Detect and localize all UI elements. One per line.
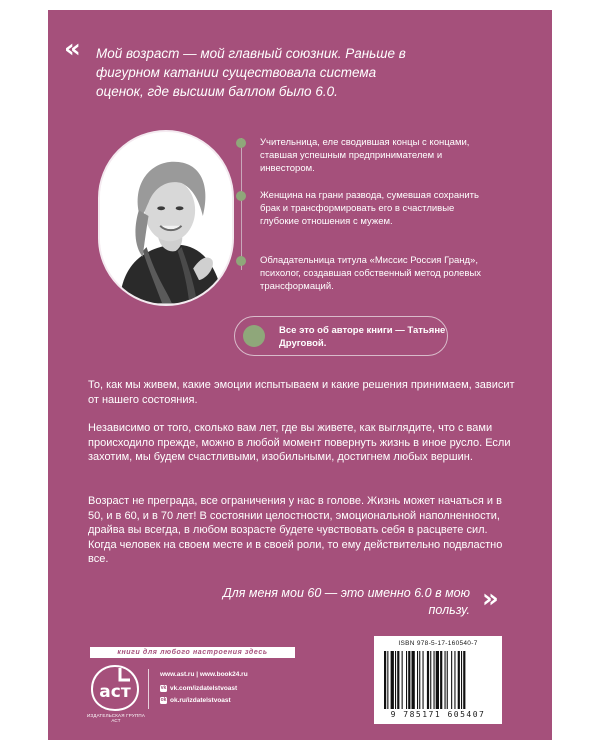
barcode-bar [447, 651, 448, 709]
isbn-text: ISBN 978-5-17-160540-7 [398, 640, 478, 647]
body-paragraph-2: Независимо от того, сколько вам лет, где вы живете, как выглядите, что с вами происходило прежде, можно в любой момент повернуть жизнь в иное русло. Если захотим, мы будем счастливыми, изобильными, достигнем любых вершин. [88, 422, 511, 463]
top-quote-text: Мой возраст — мой главный союзник. Раньше в фигурном катании существовала система оценок, где высшим баллом было 6.0. [96, 46, 406, 99]
vk-link-row[interactable] [160, 685, 237, 692]
barcode-bar [430, 651, 431, 709]
bullet-text-3: Обладательница титула «Миссис Россия Гранд», психолог, создавшая собственный метод ролевых трансформаций. [260, 255, 482, 292]
barcode-bar [451, 651, 452, 709]
barcode-bar [434, 651, 435, 709]
author-callout-text: Все это об авторе книги — Татьяне Друговой. [279, 325, 446, 349]
barcode-bar [406, 651, 407, 709]
timeline-line [241, 138, 242, 270]
barcode-bar [419, 651, 420, 709]
author-callout [234, 316, 448, 356]
ast-logo [90, 664, 140, 712]
vk-icon: vk [160, 685, 167, 691]
barcode-panel [374, 636, 502, 724]
author-callout-dot [243, 325, 265, 347]
vk-link[interactable]: vk.com/izdatelstvoast [170, 685, 238, 692]
bullet-dot-1 [236, 138, 246, 148]
publisher-caption: ИЗДАТЕЛЬСКАЯ ГРУППА АСТ [86, 713, 146, 723]
bottom-quote-text: Для меня мои 60 — это именно 6.0 в мою пользу. [222, 586, 470, 617]
bullet-dot-2 [236, 191, 246, 201]
body-paragraph-3: Возраст не преграда, все ограничения у нас в голове. Жизнь может начаться и в 50, и в 60, и в 70 лет! В состоянии целостности, эмоциональной наполненности, драйва вы всегда, в любом возрасте будете чувствовать себя в расцвете сил. Когда человек на своем месте и в своей роли, то ему действительно подвластно все. [88, 495, 503, 565]
author-photo [98, 130, 234, 306]
bullet-text-1: Учительница, еле сводившая концы с концами, ставшая успешным предпринимателем и инвестором. [260, 137, 470, 174]
ok-link-row[interactable] [160, 697, 231, 704]
barcode-bar [387, 651, 388, 709]
close-quote-mark: » [482, 584, 499, 614]
barcode-digits: 9 785171 605407 [390, 710, 486, 719]
barcode-bar [391, 651, 394, 709]
barcode-bar [397, 651, 399, 709]
bullet-text-2: Женщина на грани развода, сумевшая сохранить брак и трансформировать его в счастливые глубокие отношения с мужем. [260, 190, 479, 227]
ok-icon: ok [160, 697, 167, 703]
barcode-icon [384, 651, 492, 709]
ast-logo-letters: аст [99, 682, 131, 702]
barcode-bar [440, 651, 442, 709]
tagline-strip: книги для любого настроения здесь [90, 647, 295, 658]
open-quote-mark: « [64, 34, 81, 64]
barcode-bar [427, 651, 429, 709]
barcode-bar [445, 651, 446, 709]
ok-link[interactable]: ok.ru/izdatelstvoast [170, 697, 231, 704]
barcode-bar [436, 651, 439, 709]
barcode-bar [417, 651, 418, 709]
barcode-bar [423, 651, 424, 709]
barcode-bar [458, 651, 460, 709]
website-link[interactable]: www.ast.ru | www.book24.ru [160, 671, 248, 678]
barcode-bar [454, 651, 455, 709]
book-back-cover [48, 10, 552, 740]
barcode-bar [463, 651, 465, 709]
barcode-bar [402, 651, 403, 709]
bullet-dot-3 [236, 256, 246, 266]
body-paragraph-1: То, как мы живем, какие эмоции испытываем и какие решения принимаем, зависит от нашего состояния. [88, 379, 515, 406]
barcode-bar [395, 651, 396, 709]
author-portrait-image [100, 132, 232, 304]
barcode-bar [412, 651, 415, 709]
barcode-bar [408, 651, 410, 709]
barcode-bar [384, 651, 386, 709]
footer-divider [148, 669, 149, 709]
barcode-bar [461, 651, 462, 709]
